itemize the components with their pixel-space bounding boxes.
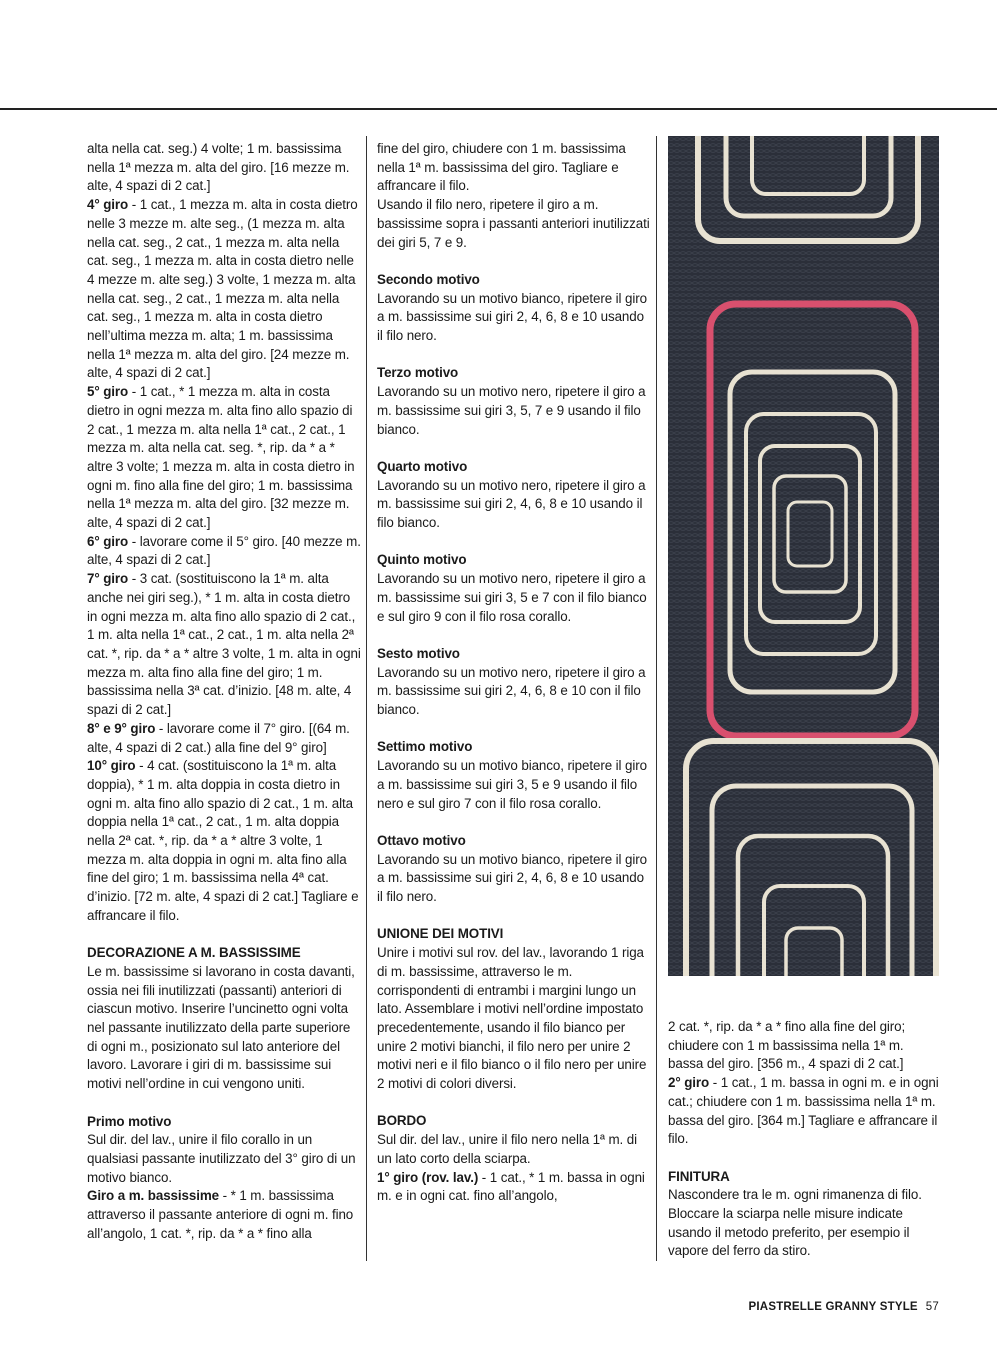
- paragraph: [87, 570, 361, 720]
- text-column-2: [377, 140, 651, 1206]
- paragraph: [377, 570, 651, 626]
- paragraph: [377, 1131, 651, 1168]
- paragraph-gap: [377, 346, 651, 365]
- section-heading: Quinto motivo: [377, 552, 467, 568]
- paragraph-text: Lavorando su un motivo nero, ripetere il giro a m. bassissime sui giri 2, 4, 6, 8 e 10 con il filo bianco.: [377, 664, 646, 718]
- paragraph-gap: [377, 626, 651, 645]
- paragraph-gap: [87, 1094, 361, 1113]
- round-label: Giro a m. bassissime: [87, 1188, 219, 1204]
- paragraph: [377, 140, 651, 196]
- section-heading: Secondo motivo: [377, 271, 480, 287]
- round-label: 8° e 9° giro: [87, 720, 156, 736]
- paragraph-text: Sul dir. del lav., unire il filo corallo in un qualsiasi passante inutilizzato del 3° giro di un motivo bianco.: [87, 1132, 356, 1185]
- round-label: 4° giro: [87, 197, 129, 213]
- top-rule: [0, 108, 997, 110]
- section-heading: DECORAZIONE A M. BASSISSIME: [87, 945, 301, 961]
- paragraph: [377, 851, 651, 907]
- paragraph-text: Sul dir. del lav., unire il filo nero nella 1ª m. di un lato corto della sciarpa.: [377, 1132, 638, 1166]
- paragraph: [668, 1074, 940, 1149]
- footer-title: PIASTRELLE GRANNY STYLE: [748, 1301, 918, 1313]
- paragraph: [377, 757, 651, 813]
- paragraph: [87, 196, 361, 383]
- paragraph-text: Lavorando su un motivo nero, ripetere il giro a m. bassissime sui giri 2, 4, 6, 8 e 10 usando il filo bianco.: [377, 477, 646, 531]
- crochet-scarf-image: [668, 136, 939, 976]
- column-divider-1: [366, 136, 367, 1261]
- paragraph-gap: [377, 813, 651, 832]
- paragraph-gap: [377, 907, 651, 926]
- scarf-photo: [668, 136, 939, 976]
- paragraph-text: 2 cat. *, rip. da * a * fino alla fine del giro; chiudere con 1 m bassissima nella 1ª m. bassa del giro. [356 m., 4 spazi di 2 cat.]: [668, 1019, 906, 1072]
- paragraph: [87, 1131, 361, 1187]
- paragraph: [377, 290, 651, 346]
- paragraph: [377, 664, 651, 720]
- paragraph-text: Usando il filo nero, ripetere il giro a m. bassissime sopra i passanti anteriori inutilizzati dei giri 5, 7 e 9.: [377, 197, 650, 250]
- round-label: 5° giro: [87, 384, 129, 400]
- round-label: 6° giro: [87, 533, 129, 549]
- paragraph-text: alta nella cat. seg.) 4 volte; 1 m. bassissima nella 1ª mezza m. alta del giro. [16 mezze m. alte, 4 spazi di 2 cat.]: [87, 141, 350, 194]
- paragraph-text: - 1 cat., 1 m. bassa in ogni m. e in ogni cat.; chiudere con 1 m. bassissima nella 1ª m. bassa del giro. [364 m.] Tagliare e affrancare il filo.: [668, 1075, 939, 1147]
- paragraph-gap: [377, 252, 651, 271]
- paragraph: [87, 720, 361, 757]
- paragraph-text: Lavorando su un motivo bianco, ripetere il giro a m. bassissime sui giri 3, 5 e 9 usando il filo nero e sul giro 7 con il filo rosa corallo.: [377, 758, 647, 811]
- section-heading: Sesto motivo: [377, 645, 460, 661]
- paragraph: [87, 533, 361, 570]
- round-label: 1° giro (rov. lav.): [377, 1169, 479, 1185]
- paragraph: [377, 196, 651, 252]
- round-label: 10° giro: [87, 758, 136, 774]
- section-heading: Quarto motivo: [377, 458, 468, 474]
- paragraph-text: - 4 cat. (sostituiscono la 1ª m. alta doppia), * 1 m. alta doppia in costa dietro in ogni m. alta fino allo spazio di 2 cat., 1 m. alta doppia nella 1ª cat., 2 cat., 1 m. alta doppia nella 2ª cat. *, rip. da * a * altre 3 volte, 1 mezza m. alta doppia in ogni m. alta fino alla fine del giro; 1 m. bassissima nella 4ª cat. d’inizio. [72 m. alte, 4 spazi di 2 cat.] Tagliare e affrancare il filo.: [87, 758, 359, 923]
- paragraph: [377, 383, 651, 439]
- page-number: 57: [925, 1301, 939, 1313]
- paragraph-text: - lavorare come il 5° giro. [40 mezze m. alte, 4 spazi di 2 cat.]: [87, 533, 361, 568]
- section-heading: Settimo motivo: [377, 739, 473, 755]
- paragraph-text: Lavorando su un motivo nero, ripetere il giro a m. bassissime sui giri 3, 5, 7 e 9 usando il filo bianco.: [377, 384, 646, 437]
- paragraph-text: Unire i motivi sul rov. del lav., lavorando 1 riga di m. bassissime, attraverso le m. corrispondenti di entrambi i margini lungo un lato. Assemblare i motivi nell’ordine impostato precedentemente, usando il filo bianco per unire 2 motivi bianchi, il filo nero per unire 2 motivi neri e il filo bianco o il filo nero per unire 2 motivi di colori diversi.: [377, 945, 647, 1092]
- paragraph: [87, 140, 361, 196]
- paragraph-text: - * 1 m. bassissima attraverso il passante anteriore di ogni m. fino all’angolo, 1 cat. *, rip. da * a * fino alla: [87, 1188, 354, 1241]
- column-divider-2: [656, 136, 657, 1261]
- paragraph: [87, 1187, 361, 1243]
- paragraph: [87, 383, 361, 533]
- paragraph: [377, 1169, 651, 1206]
- paragraph-gap: [377, 720, 651, 739]
- paragraph-text: - lavorare come il 7° giro. [(64 m. alte, 4 spazi di 2 cat.) alla fine del 9° giro]: [87, 720, 350, 755]
- paragraph: [87, 963, 361, 1094]
- section-heading: Ottavo motivo: [377, 832, 466, 848]
- section-heading: Primo motivo: [87, 1113, 172, 1129]
- section-heading: Terzo motivo: [377, 365, 459, 381]
- section-heading: UNIONE DEI MOTIVI: [377, 926, 504, 942]
- text-column-1: [87, 140, 361, 1243]
- text-column-3: [668, 1018, 940, 1261]
- section-heading: FINITURA: [668, 1168, 730, 1184]
- page-footer: [749, 1301, 939, 1313]
- paragraph-text: Le m. bassissime si lavorano in costa davanti, ossia nei fili inutilizzati (passanti) anteriori di ciascun motivo. Inserire l’uncinetto ogni volta nel passante inutilizzato della parte superiore di ogni m., posizionato sul lato anteriore del lavoro. Lavorare i giri di m. bassissime sui motivi nell’ordine in cui vengono uniti.: [87, 963, 355, 1092]
- paragraph: [87, 757, 361, 925]
- paragraph-text: - 1 cat., * 1 m. bassa in ogni m. e in ogni cat. fino all’angolo,: [377, 1169, 645, 1204]
- section-heading: BORDO: [377, 1113, 427, 1129]
- paragraph: [668, 1186, 940, 1261]
- paragraph-text: Nascondere tra le m. ogni rimanenza di filo. Bloccare la sciarpa nelle misure indicate usando il metodo preferito, per esempio il vapore del ferro da stiro.: [668, 1187, 922, 1259]
- paragraph-gap: [377, 533, 651, 552]
- paragraph: [377, 944, 651, 1094]
- paragraph: [377, 477, 651, 533]
- paragraph-gap: [668, 1149, 940, 1168]
- round-label: 7° giro: [87, 571, 129, 587]
- paragraph: [668, 1018, 940, 1074]
- paragraph-text: Lavorando su un motivo nero, ripetere il giro a m. bassissime sui giri 3, 5 e 7 con il filo bianco e sul giro 9 con il filo rosa corallo.: [377, 571, 647, 624]
- paragraph-gap: [377, 439, 651, 458]
- paragraph-text: Lavorando su un motivo bianco, ripetere il giro a m. bassissime sui giri 2, 4, 6, 8 e 10 usando il filo nero.: [377, 851, 647, 905]
- paragraph-text: - 1 cat., 1 mezza m. alta in costa dietro nelle 3 mezze m. alte seg., (1 mezza m. alta nella cat. seg., 2 cat., 1 mezza m. alta nella cat. seg., 1 mezza m. alta in costa dietro nelle 4 mezze m. alte seg.) 3 volte, 1 mezza m. alta nella cat. seg., 2 cat., 1 mezza m. alta nella cat. seg., 1 mezza m. alta in costa dietro nell’ultima mezza m. alta; 1 m. bassissima nella 1ª mezza m. alta del giro. [24 mezze m. alte, 4 spazi di 2 cat.]: [87, 197, 358, 381]
- paragraph-text: - 1 cat., * 1 mezza m. alta in costa dietro in ogni mezza m. alta fino allo spazio di 2 cat., 1 mezza m. alta nella 1ª cat., 2 cat., 1 mezza m. alta nella cat. seg. *, rip. da * a * altre 3 volte; 1 mezza m. alta in costa dietro in ogni m. fino alla fine del giro; 1 m. bassissima nella 1ª mezza m. alta del giro. [32 mezze m. alte, 4 spazi di 2 cat.]: [87, 384, 355, 531]
- paragraph-gap: [377, 1094, 651, 1113]
- paragraph-text: Lavorando su un motivo bianco, ripetere il giro a m. bassissime sui giri 2, 4, 6, 8 e 10 usando il filo nero.: [377, 290, 647, 344]
- paragraph-text: - 3 cat. (sostituiscono la 1ª m. alta anche nei giri seg.), * 1 m. alta in costa dietro in ogni mezza m. alta fino allo spazio di 2 cat., 1 m. alta nella 1ª cat., 2 cat., 1 m. alta nella 2ª cat. *, rip. da * a * altre 3 volte, 1 m. alta in ogni mezza m. alta fino alla fine del giro; 1 m. bassissima nella 3ª cat. d’inizio. [48 m. alte, 4 spazi di 2 cat.]: [87, 571, 361, 718]
- round-label: 2° giro: [668, 1075, 710, 1091]
- paragraph-text: fine del giro, chiudere con 1 m. bassissima nella 1ª m. bassissima del giro. Tagliare e affrancare il filo.: [377, 141, 626, 194]
- paragraph-gap: [87, 926, 361, 945]
